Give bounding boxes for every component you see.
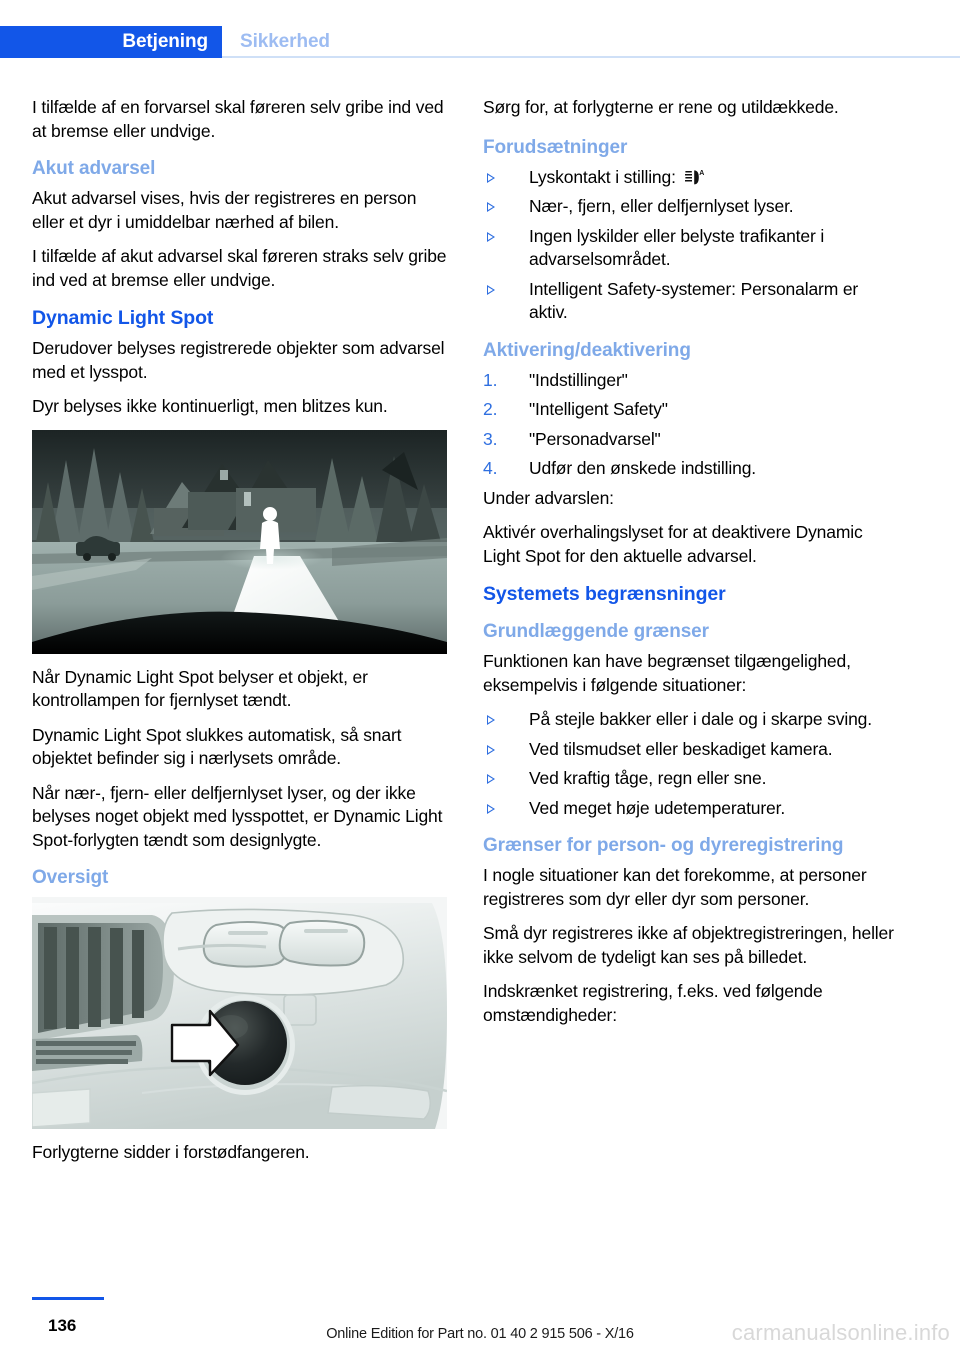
forudsaetninger-list — [483, 166, 898, 325]
header-divider — [222, 56, 960, 58]
bumper-figure — [32, 897, 447, 1129]
akut-paragraph-1: Akut advarsel vises, hvis der registreres en person eller et dyr i umiddelbar nærhed af bilen. — [32, 188, 417, 232]
site-watermark: carmanualsonline.info — [731, 1320, 950, 1345]
step-number: 3. — [483, 428, 498, 449]
dls-paragraph-2: Dyr belyses ikke kontinuerligt, men blitzes kun. — [32, 396, 388, 416]
bumper-figure-caption: Forlygterne sidder i forstødfangeren. — [32, 1142, 310, 1162]
after-figure-paragraph-1: Når Dynamic Light Spot belyser et objekt, er kontrollampen for fjernlyset tændt. — [32, 666, 368, 710]
after-figure-paragraph-3: Når nær-, fjern- eller delfjernlyset lyser, og der ikke belyses noget objekt med lysspottet, er Dynamic Light Spot-forlygten tændt som designlygte. — [32, 782, 443, 850]
tab-betjening[interactable] — [0, 26, 222, 58]
list-item-text: Ingen lyskilder eller belyste trafikanter i advarselsområdet. — [529, 225, 825, 269]
graenser-paragraph-2: Små dyr registreres ikke af objektregistreringen, heller ikke selvom de tydeligt kan ses på billedet. — [483, 923, 894, 967]
heading-forudsaetninger: Forudsætninger — [483, 136, 628, 158]
page-header — [0, 26, 960, 58]
right-top-paragraph: Sørg for, at forlygterne er rene og utildækkede. — [483, 97, 839, 117]
heading-aktivering-deaktivering: Aktivering/deaktivering — [483, 339, 691, 361]
footer-divider — [32, 1297, 104, 1300]
step-number: 4. — [483, 458, 498, 478]
heading-graenser-person-dyr: Grænser for person- og dyreregistrering — [483, 835, 844, 856]
list-item-text: Ved meget høje udetemperaturer. — [529, 797, 786, 818]
grundlaeggende-intro: Funktionen kan have begrænset tilgængelighed, eksempelvis i følgende situationer: — [483, 651, 851, 695]
night-scene-illustration — [32, 430, 447, 654]
dls-paragraph-1: Derudover belyses registrerede objekter som advarsel med et lysspot. — [32, 338, 445, 382]
heading-oversigt: Oversigt — [32, 867, 109, 888]
triangle-bullet-icon — [487, 173, 495, 183]
list-item-text: "Indstillinger" — [529, 369, 628, 390]
list-item — [483, 797, 898, 821]
heading-grundlaeggende-graenser: Grundlæggende grænser — [483, 621, 709, 642]
edition-notice: Online Edition for Part no. 01 40 2 915 506 - X/16 — [326, 1326, 634, 1342]
page-number: 136 — [48, 1316, 77, 1335]
heading-akut-advarsel: Akut advarsel — [32, 158, 156, 179]
list-item-text: Intelligent Safety-systemer: Personalarm er aktiv. — [529, 278, 859, 322]
step-number: 1. — [483, 369, 498, 390]
list-item — [483, 278, 898, 325]
list-item-text: Udfør den ønskede indstilling. — [529, 458, 756, 478]
right-column — [483, 96, 898, 1038]
step-number: 2. — [483, 399, 498, 419]
triangle-bullet-icon — [487, 715, 495, 725]
bumper-illustration — [32, 897, 447, 1129]
svg-text:A: A — [698, 169, 704, 177]
graenser-paragraph-3: Indskrænket registrering, f.eks. ved følgende omstændigheder: — [483, 981, 823, 1025]
night-scene-figure — [32, 430, 447, 654]
list-item — [483, 398, 898, 422]
list-item — [483, 767, 898, 791]
under-advarslen-text: Aktivér overhalingslyset for at deaktivere Dynamic Light Spot for den aktuelle advarsel. — [483, 522, 863, 566]
list-item — [483, 225, 898, 272]
automatic-headlight-icon — [685, 169, 707, 186]
heading-dynamic-light-spot: Dynamic Light Spot — [32, 307, 214, 329]
graenser-paragraph-1: I nogle situationer kan det forekomme, at personer registreres som dyr eller dyr som personer. — [483, 865, 867, 909]
list-item-text: Lyskontakt i stilling: — [529, 166, 676, 187]
triangle-bullet-icon — [487, 774, 495, 784]
list-item-text: "Intelligent Safety" — [529, 399, 668, 419]
list-item-text: Ved tilsmudset eller beskadiget kamera. — [529, 738, 833, 759]
triangle-bullet-icon — [487, 804, 495, 814]
list-item — [483, 738, 898, 762]
triangle-bullet-icon — [487, 232, 495, 242]
akut-paragraph-2: I tilfælde af akut advarsel skal føreren straks selv gribe ind ved at bremse eller undvige. — [32, 246, 447, 290]
list-item — [483, 369, 898, 393]
list-item — [483, 166, 898, 190]
triangle-bullet-icon — [487, 202, 495, 212]
heading-systemets-begraensninger: Systemets begrænsninger — [483, 583, 726, 605]
triangle-bullet-icon — [487, 745, 495, 755]
list-item — [483, 708, 898, 732]
left-column — [32, 96, 447, 1176]
tab-betjening-label: Betjening — [122, 31, 208, 52]
list-item — [483, 457, 898, 481]
aktivering-steps-list — [483, 369, 898, 481]
list-item-text: Ved kraftig tåge, regn eller sne. — [529, 768, 767, 788]
list-item — [483, 195, 898, 219]
list-item-text: "Personadvarsel" — [529, 428, 661, 449]
after-figure-paragraph-2: Dynamic Light Spot slukkes automatisk, så snart objektet befinder sig i nærlysets område. — [32, 724, 402, 768]
triangle-bullet-icon — [487, 285, 495, 295]
under-advarslen-label: Under advarslen: — [483, 487, 614, 508]
grundlaeggende-list — [483, 708, 898, 820]
list-item-text: Nær-, fjern, eller delfjernlyset lyser. — [529, 196, 794, 216]
intro-paragraph: I tilfælde af en forvarsel skal føreren selv gribe ind ved at bremse eller undvige. — [32, 97, 444, 141]
tab-sikkerhed[interactable]: Sikkerhed — [240, 31, 330, 52]
list-item-text: På stejle bakker eller i dale og i skarpe sving. — [529, 709, 872, 729]
list-item — [483, 428, 898, 452]
